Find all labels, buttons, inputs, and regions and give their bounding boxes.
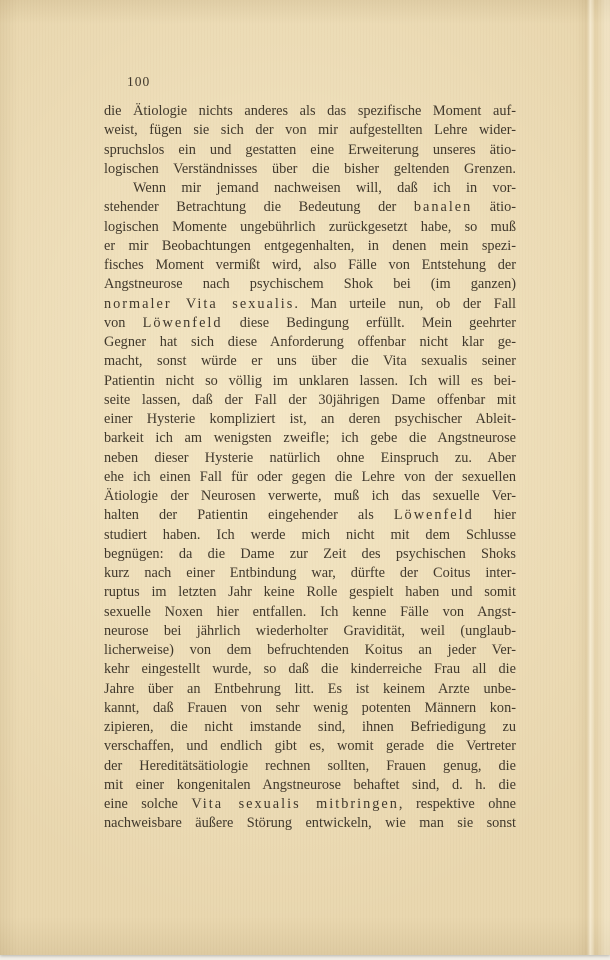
text-segment: kannt, daß Frauen von sehr wenig potenten Männern kon- xyxy=(104,699,516,716)
page-text xyxy=(104,102,516,834)
text-segment: ehe ich einen Fall für oder gegen die Lehre von der sexuellen xyxy=(104,468,516,485)
text-segment: von xyxy=(104,314,143,331)
text-segment: verschaffen, und endlich gibt es, womit gerade die Vertreter xyxy=(104,738,516,755)
text-line xyxy=(104,622,516,641)
text-line xyxy=(104,410,516,429)
text-segment: hier xyxy=(473,507,516,524)
text-line xyxy=(104,372,516,391)
text-segment: sexuelle Noxen hier entfallen. Ich kenne Fälle von Angst- xyxy=(104,603,516,620)
text-line xyxy=(104,237,516,256)
text-segment: einer Hysterie kompliziert ist, an deren psychischer Ableit- xyxy=(104,411,516,427)
text-segment: kehr eingestellt wurde, so daß die kinderreiche Frau all die xyxy=(104,661,516,678)
text-line xyxy=(104,121,516,140)
text-line xyxy=(104,391,516,410)
text-segment: fisches Moment vermißt wird, also Fälle von Entstehung der xyxy=(104,257,516,273)
text-line xyxy=(104,449,516,468)
letterspaced-text: banalen xyxy=(413,199,473,216)
text-segment: neben dieser Hysterie natürlich ohne Einspruch zu. Aber xyxy=(104,449,516,466)
text-segment: . Man urteile nun, ob der Fall xyxy=(294,295,516,312)
text-segment: nachweisbare äußere Störung entwickeln, wie man sie sonst xyxy=(104,815,516,832)
text-segment: die Ätiologie nichts anderes als das spezifische Moment auf- xyxy=(104,103,516,119)
text-segment: Patientin nicht so völlig im unklaren lassen. Ich will es bei- xyxy=(104,372,516,389)
text-segment: diese Bedingung erfüllt. Mein geehrter xyxy=(222,314,516,331)
text-line xyxy=(104,218,516,237)
text-segment: begnügen: da die Dame zur Zeit des psychischen Shoks xyxy=(104,545,516,562)
text-segment: er mir Beobachtungen entgegenhalten, in denen mein spezi- xyxy=(104,237,516,254)
text-line xyxy=(104,795,516,814)
text-line xyxy=(104,737,516,756)
text-line xyxy=(104,776,516,795)
text-segment: Angstneurose nach psychischem Shok bei (im ganzen) xyxy=(104,276,516,293)
text-line xyxy=(104,545,516,564)
text-segment: eine solche xyxy=(104,796,192,812)
text-segment: studiert haben. Ich werde mich nicht mit dem Schlusse xyxy=(104,526,516,543)
text-line xyxy=(104,160,516,179)
text-line xyxy=(104,314,516,333)
text-segment: logischen Verständnisses über die bisher geltenden Grenzen. xyxy=(104,160,516,177)
text-line xyxy=(104,102,516,121)
text-line xyxy=(104,256,516,275)
text-segment: der Hereditätsätiologie rechnen sollten, Frauen genug, die xyxy=(104,757,516,774)
letterspaced-text: Löwenfeld xyxy=(142,314,223,331)
text-line xyxy=(104,295,516,314)
text-line xyxy=(104,699,516,718)
text-segment: ätio- xyxy=(472,199,516,216)
text-line xyxy=(104,583,516,602)
text-segment: neurose bei jährlich wiederholter Gravidität, weil (unglaub- xyxy=(104,622,516,639)
text-segment: logischen Momente ungebührlich zurückgesetzt habe, so muß xyxy=(104,218,516,235)
text-line xyxy=(104,429,516,448)
text-segment: weist, fügen sie sich der von mir aufgestellten Lehre wider- xyxy=(104,122,516,139)
text-segment: mit einer kongenitalen Angstneurose behaftet sind, d. h. die xyxy=(104,776,516,793)
text-segment: macht, sonst würde er uns über die Vita sexualis seiner xyxy=(104,353,516,370)
text-line xyxy=(104,718,516,737)
text-segment: seite lassen, daß der Fall der 30jährigen Dame offenbar mit xyxy=(104,391,516,408)
text-line xyxy=(104,757,516,776)
letterspaced-text: normaler Vita sexualis xyxy=(104,295,295,312)
text-line xyxy=(104,814,516,833)
page-number: 100 xyxy=(127,74,151,89)
text-line xyxy=(104,333,516,352)
text-line xyxy=(104,275,516,294)
text-segment: Wenn mir jemand nachweisen will, daß ich in vor- xyxy=(133,180,516,196)
text-line xyxy=(104,487,516,506)
text-line xyxy=(104,680,516,699)
text-line xyxy=(104,660,516,679)
text-line xyxy=(104,352,516,371)
text-segment: Gegner hat sich diese Anforderung offenbar nicht klar ge- xyxy=(104,334,516,350)
letterspaced-text: Vita sexualis mitbringen xyxy=(191,796,399,812)
letterspaced-text: Löwenfeld xyxy=(393,507,474,524)
text-line xyxy=(104,468,516,487)
text-segment: stehender Betrachtung die Bedeutung der xyxy=(104,199,414,216)
text-line xyxy=(104,141,516,160)
text-segment: halten der Patientin eingehender als xyxy=(104,507,394,524)
text-line xyxy=(104,179,516,198)
text-segment: barkeit ich am wenigsten zweifle; ich gebe die Angstneurose xyxy=(104,430,516,447)
text-segment: , respektive ohne xyxy=(398,796,517,812)
text-segment: Jahre über an Entbehrung litt. Es ist keinem Arzte unbe- xyxy=(104,680,516,697)
text-segment: kurz nach einer Entbindung war, dürfte der Coitus inter- xyxy=(104,565,516,581)
text-line xyxy=(104,564,516,583)
text-segment: ruptus im letzten Jahr keine Rolle gespielt haben und somit xyxy=(104,584,516,601)
text-line xyxy=(104,603,516,622)
text-line xyxy=(104,198,516,217)
text-line xyxy=(104,641,516,660)
text-segment: licherweise) von dem befruchtenden Koitus an jeder Ver- xyxy=(104,642,516,658)
text-segment: Ätiologie der Neurosen verwerte, muß ich das sexuelle Ver- xyxy=(104,488,516,504)
text-line xyxy=(104,506,516,525)
text-segment: zipieren, die nicht imstande sind, ihnen Befriedigung zu xyxy=(104,719,516,735)
text-segment: spruchslos ein und gestatten eine Erweiterung unseres ätio- xyxy=(104,141,516,158)
text-line xyxy=(104,526,516,545)
